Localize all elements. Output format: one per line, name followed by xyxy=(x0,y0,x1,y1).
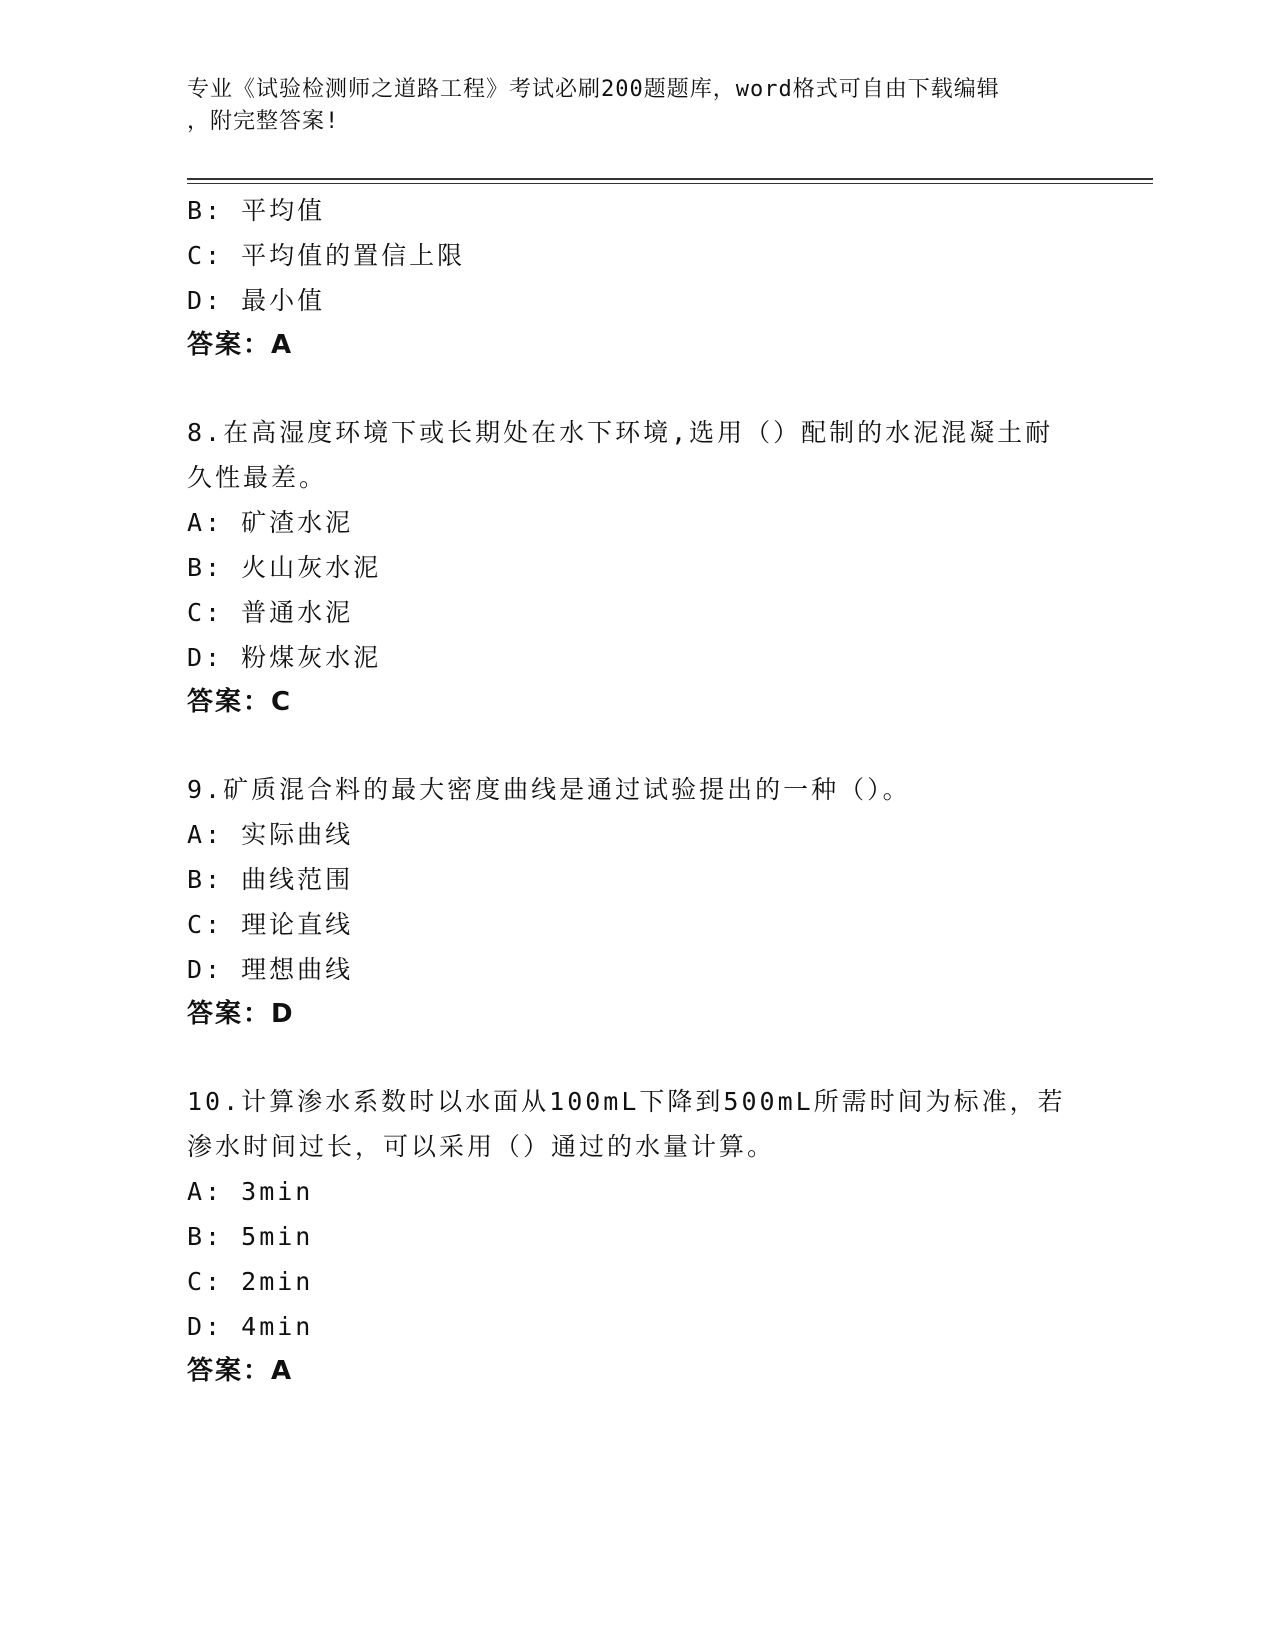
answer-label: 答案：D xyxy=(187,999,295,1029)
question-8 xyxy=(187,410,1087,725)
question-text xyxy=(187,410,1087,500)
option-a: A: 矿渣水泥 xyxy=(187,508,354,537)
header-line-1: 专业《试验检测师之道路工程》考试必刷200题题库，word格式可自由下载编辑 xyxy=(187,77,1000,102)
header-line-2: ，附完整答案! xyxy=(187,109,340,134)
answer-label: 答案：A xyxy=(187,330,294,360)
option-b: B: 火山灰水泥 xyxy=(187,553,382,582)
option-c: C: 理论直线 xyxy=(187,910,354,939)
option-d: D: 理想曲线 xyxy=(187,955,354,984)
question-text-line-1: 9.矿质混合料的最大密度曲线是通过试验提出的一种（）。 xyxy=(187,775,911,804)
option-b: B: 平均值 xyxy=(187,196,326,225)
question-text-line-1: 8.在高湿度环境下或长期处在水下环境,选用（）配制的水泥混凝土耐 xyxy=(187,418,1054,447)
question-list xyxy=(187,188,1087,1394)
question-text-line-2: 久性最差。 xyxy=(187,463,328,492)
option-d: D: 4min xyxy=(187,1312,314,1341)
option-b: B: 曲线范围 xyxy=(187,865,354,894)
option-a: A: 实际曲线 xyxy=(187,820,354,849)
document-header xyxy=(187,74,1067,138)
option-d: D: 最小值 xyxy=(187,286,326,315)
answer-label: 答案：A xyxy=(187,1356,294,1386)
option-b: B: 5min xyxy=(187,1222,314,1251)
option-a: A: 3min xyxy=(187,1177,314,1206)
header-divider-thick xyxy=(187,178,1153,180)
question-text-line-2: 渗水时间过长，可以采用（）通过的水量计算。 xyxy=(187,1132,776,1161)
question-10 xyxy=(187,1079,1087,1394)
question-text xyxy=(187,767,1087,812)
question-text-line-1: 10.计算渗水系数时以水面从100mL下降到500mL所需时间为标准，若 xyxy=(187,1087,1066,1116)
header-divider-thin xyxy=(187,183,1153,184)
question-9 xyxy=(187,767,1087,1037)
question-7-continued xyxy=(187,188,1087,368)
answer-label: 答案：C xyxy=(187,687,293,717)
option-d: D: 粉煤灰水泥 xyxy=(187,643,382,672)
question-text xyxy=(187,1079,1087,1169)
option-c: C: 普通水泥 xyxy=(187,598,354,627)
option-c: C: 平均值的置信上限 xyxy=(187,241,466,270)
option-c: C: 2min xyxy=(187,1267,314,1296)
